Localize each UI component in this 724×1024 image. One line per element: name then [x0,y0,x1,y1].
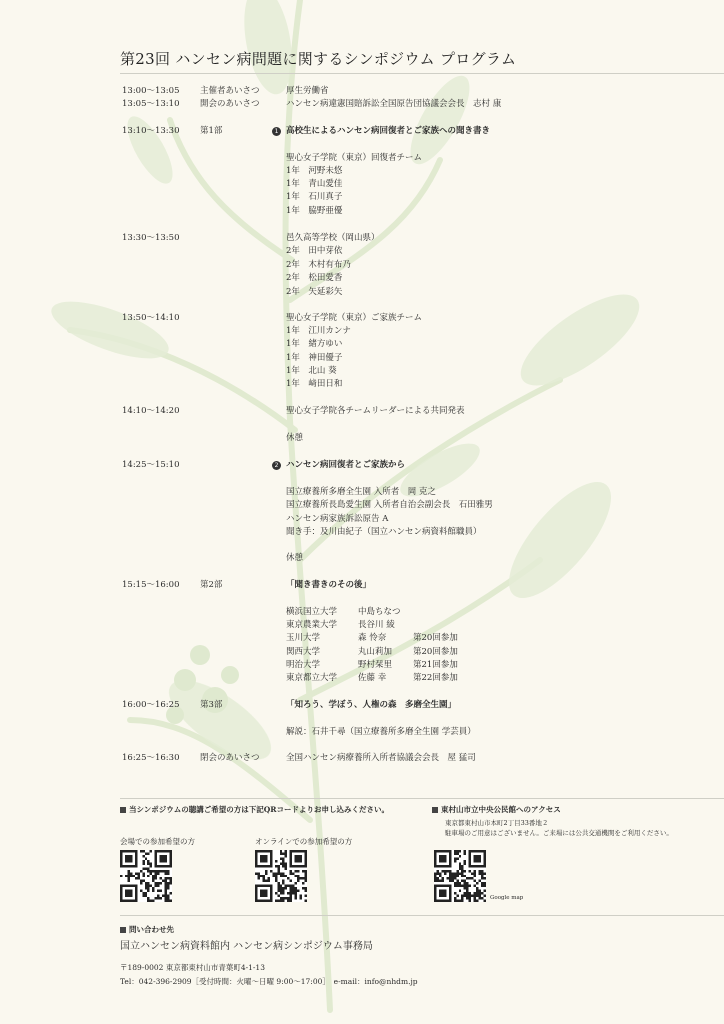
schedule-time: 14:25～15:10 [122,460,180,470]
schedule-item: 解説：石井千尋（国立療養所多磨全生園 学芸員） [286,727,476,737]
schedule-item: 「聞き書きのその後」 [286,580,372,590]
venue-qr-code[interactable] [120,850,172,902]
apply-heading: 当シンポジウムの聴講ご希望の方は下記QRコードよりお申し込みください。 [120,804,389,816]
schedule-item: 高校生によるハンセン病回復者とご家族への聞き書き [286,126,491,136]
schedule-item: ハンセン病回復者とご家族から [286,460,406,470]
participant-name: 中島ちなつ [358,607,401,617]
contact-tel: Tel：042-396-2909［受付時間：火曜～日曜 9:00～17:00］ e-mail：info@nhdm.jp [120,977,418,986]
schedule-item: ハンセン病家族訴訟原告 A [286,514,389,524]
schedule-item: 邑久高等学校（岡山県） [286,233,380,243]
participant-name: 野村栞里 [358,660,393,670]
contact-divider [120,915,724,916]
venue-label: 会場での参加希望の方 [120,837,195,846]
contact-heading: 問い合わせ先 [120,924,174,936]
schedule-item: 休憩 [286,433,304,443]
participant-university: 明治大学 [286,660,321,670]
title-divider [120,73,724,74]
schedule-item: 1年 脇野亜優 [286,206,343,216]
participant-name: 佐藤 幸 [358,673,387,683]
numbered-bullet-icon: 2 [272,461,281,470]
schedule-item: 聖心女子学院各チームリーダーによる共同発表 [286,406,465,416]
schedule-item: 聞き手：及川由紀子（国立ハンセン病資料館職員） [286,527,482,537]
participant-university: 東京都立大学 [286,673,338,683]
schedule-item: 1年 北山 葵 [286,366,337,376]
google-map-label: Google map [490,895,524,901]
participant-note: 第20回参加 [413,647,458,657]
schedule-item: 聖心女子学院（東京）ご家族チーム [286,313,423,323]
schedule-item: 国立療養所長島愛生園 入所者自治会副会長 石田雅男 [286,500,493,510]
schedule-item: 休憩 [286,553,304,563]
contact-address: 〒189-0002 東京都東村山市青葉町4-1-13 [120,963,265,972]
schedule-item: 国立療養所多磨全生園 入所者 岡 克之 [286,487,436,497]
online-qr-code[interactable] [255,850,307,902]
schedule-item: 2年 松田愛香 [286,273,343,283]
schedule-item: 2年 木村有布乃 [286,260,351,270]
access-address: 東京都東村山市本町2丁目33番地２ [445,819,549,827]
access-heading: 東村山市立中央公民館へのアクセス [432,804,561,816]
online-label: オンラインでの参加希望の方 [255,837,353,846]
schedule-time: 16:25～16:30 [122,753,180,763]
schedule-time: 13:00～13:05 [122,86,180,96]
access-note: 駐車場のご用意はございません。ご来場には公共交通機関をご利用ください。 [445,829,673,837]
page-title: 第23回 ハンセン病問題に関するシンポジウム プログラム [120,50,517,68]
schedule-item: 2年 田中芽依 [286,246,343,256]
contact-org: 国立ハンセン病資料館内 ハンセン病シンポジウム事務局 [120,941,373,952]
schedule-time: 13:50～14:10 [122,313,180,323]
schedule-item: 1年 﨑田日和 [286,379,343,389]
participant-name: 長谷川 綾 [358,620,395,630]
schedule-item: 1年 青山愛佳 [286,179,343,189]
participant-university: 関西大学 [286,647,321,657]
schedule-item: 全国ハンセン病療養所入所者協議会会長 屋 猛司 [286,753,476,763]
schedule-section: 第3部 [200,700,223,710]
schedule-section: 閉会のあいさつ [200,753,260,763]
schedule-item: 1年 石川真子 [286,192,343,202]
participant-name: 森 怜奈 [358,633,387,643]
schedule-item: 1年 河野未悠 [286,166,343,176]
participant-university: 横浜国立大学 [286,607,338,617]
schedule-time: 13:05～13:10 [122,99,180,109]
schedule-section: 第1部 [200,126,223,136]
participant-note: 第20回参加 [413,633,458,643]
map-qr-code[interactable] [434,850,486,902]
schedule-time: 16:00～16:25 [122,700,180,710]
schedule-item: 1年 緒方ゆい [286,339,343,349]
schedule-time: 13:30～13:50 [122,233,180,243]
schedule-item: 聖心女子学院（東京）回復者チーム [286,153,423,163]
schedule-time: 15:15～16:00 [122,580,180,590]
participant-university: 東京農業大学 [286,620,338,630]
schedule-section: 第2部 [200,580,223,590]
schedule-item: 「知ろう、学ぼう、人権の森 多磨全生園」 [286,700,457,710]
schedule-item: 1年 江川カンナ [286,326,351,336]
schedule-item: 厚生労働省 [286,86,329,96]
schedule-time: 13:10～13:30 [122,126,180,136]
participant-university: 玉川大学 [286,633,321,643]
schedule-item: 1年 神田優子 [286,353,343,363]
participant-note: 第22回参加 [413,673,458,683]
schedule-section: 主催者あいさつ [200,86,260,96]
participant-name: 丸山莉加 [358,647,393,657]
footer-divider [120,798,724,799]
schedule-item: ハンセン病違憲国賠訴訟全国原告団協議会会長 志村 康 [286,99,502,109]
schedule-time: 14:10～14:20 [122,406,180,416]
numbered-bullet-icon: 1 [272,127,281,136]
participant-note: 第21回参加 [413,660,458,670]
schedule-section: 開会のあいさつ [200,99,260,109]
schedule-item: 2年 矢延彩矢 [286,287,343,297]
